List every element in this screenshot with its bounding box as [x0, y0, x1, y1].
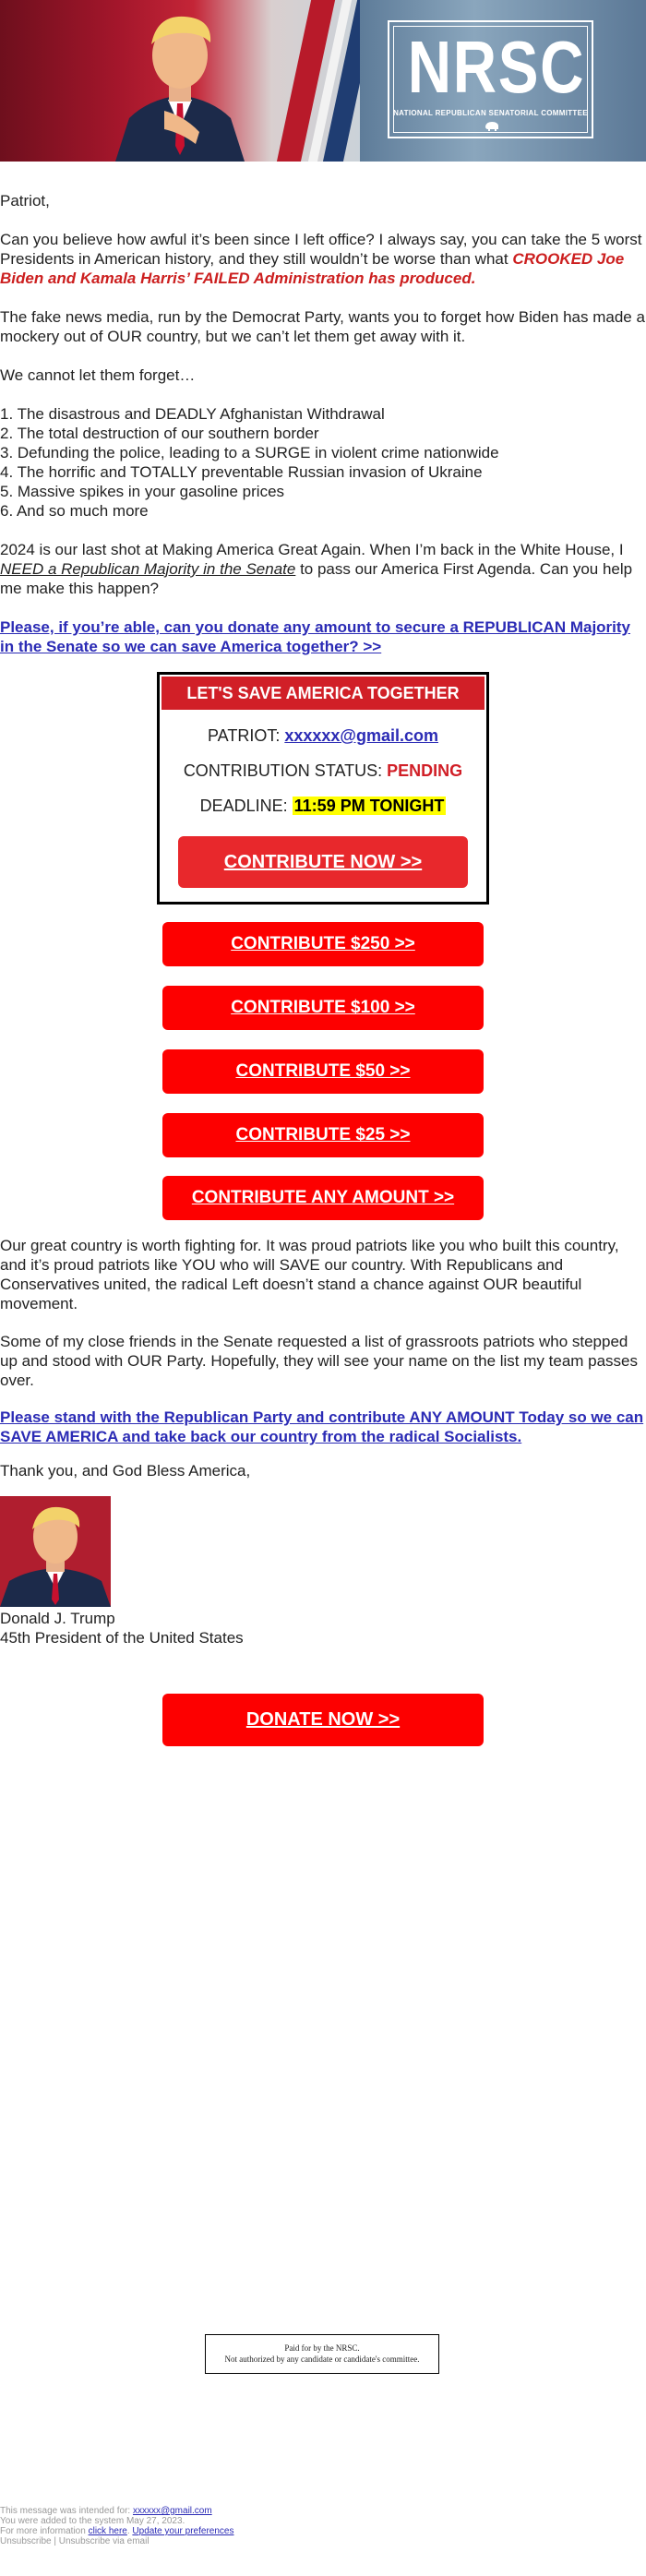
patriot-label: PATRIOT:	[208, 726, 285, 745]
header-banner	[0, 0, 646, 162]
deadline-row	[160, 797, 486, 816]
list-item: 1. The disastrous and DEADLY Afghanistan Withdrawal	[0, 405, 385, 423]
list-item: 4. The horrific and TOTALLY preventable Russian invasion of Ukraine	[0, 463, 483, 481]
footer-intended	[0, 2506, 646, 2516]
paragraph-1-text: Can you believe how awful it’s been since I left office? I always say, you can take the 5 worst Presidents in American history, and they still wouldn’t be worse than what	[0, 231, 642, 268]
list-item: 5. Massive spikes in your gasoline prices	[0, 483, 285, 500]
footer-email-link[interactable]: xxxxxx@gmail.com	[132, 2506, 212, 2516]
signature-name: Donald J. Trump	[0, 1610, 115, 1627]
footer-separator: .	[126, 2526, 133, 2536]
patriot-row	[160, 726, 486, 746]
pledge-header: LET'S SAVE AMERICA TOGETHER	[162, 677, 484, 710]
status-label: CONTRIBUTION STATUS:	[183, 761, 388, 780]
footer	[0, 2506, 646, 2546]
paragraph-4-emphasis: NEED a Republican Majority in the Senate	[0, 560, 296, 578]
click-here-link[interactable]: click here	[88, 2526, 127, 2536]
contribute-50-button[interactable]: CONTRIBUTE $50 >>	[162, 1049, 484, 1094]
portrait-image	[111, 7, 249, 162]
contribute-100-button[interactable]: CONTRIBUTE $100 >>	[162, 986, 484, 1030]
contribute-now-button[interactable]: CONTRIBUTE NOW >>	[178, 836, 468, 888]
paragraph-4	[0, 540, 646, 598]
contribute-any-amount-button[interactable]: CONTRIBUTE ANY AMOUNT >>	[162, 1176, 484, 1220]
signoff: Thank you, and God Bless America,	[0, 1462, 251, 1480]
list-item: 6. And so much more	[0, 502, 149, 520]
paragraph-5: Our great country is worth fighting for. It was proud patriots like you who built this country, and it’s proud patriots like YOU who will SAVE our country. With Republicans and Conservatives united, the radical Left doesn’t stand a chance against OUR beautiful movement.	[0, 1237, 619, 1312]
donate-link-2-wrap	[0, 1408, 646, 1446]
donate-link-1[interactable]: Please, if you’re able, can you donate any amount to secure a REPUBLICAN Majority in the Senate so we can save America together? >>	[0, 618, 631, 655]
unsubscribe-links[interactable]: Unsubscribe | Unsubscribe via email	[0, 2536, 150, 2546]
deadline-label: DEADLINE:	[199, 797, 293, 815]
elephant-icon	[484, 121, 499, 132]
logo-subtitle: NATIONAL REPUBLICAN SENATORIAL COMMITTEE	[393, 109, 588, 117]
paragraph-4-text: 2024 is our last shot at Making America Great Again. When I’m back in the White House, I	[0, 541, 624, 558]
paragraph-2: The fake news media, run by the Democrat Party, wants you to forget how Biden has made a mockery out of OUR country, but we can’t let them get away with it.	[0, 308, 645, 345]
list-item: 2. The total destruction of our southern border	[0, 425, 319, 442]
donate-now-button[interactable]: DONATE NOW >>	[162, 1694, 484, 1746]
footer-intended-label: This message was intended for:	[0, 2506, 133, 2516]
status-badge: PENDING	[387, 761, 463, 780]
pledge-box	[157, 672, 489, 905]
donate-link-1-wrap	[0, 617, 646, 656]
footer-info-label: For more information	[0, 2526, 89, 2536]
contribute-25-button[interactable]: CONTRIBUTE $25 >>	[162, 1113, 484, 1157]
logo-text: NRSC	[407, 26, 586, 108]
update-preferences-link[interactable]: Update your preferences	[132, 2526, 234, 2536]
signature-title: 45th President of the United States	[0, 1629, 244, 1647]
paragraph-1	[0, 230, 646, 288]
signature-photo	[0, 1496, 111, 1607]
footer-info	[0, 2526, 646, 2536]
paragraph-1-emphasis: CROOKED Joe Biden and Kamala Harris’ FAILED Administration has produced.	[0, 250, 625, 287]
paid-for-disclaimer	[205, 2334, 439, 2374]
deadline-value: 11:59 PM TONIGHT	[293, 797, 445, 815]
issue-list	[0, 404, 646, 521]
donate-link-2[interactable]: Please stand with the Republican Party and contribute ANY AMOUNT Today so we can SAVE AMERICA and take back our country from the radical Socialists.	[0, 1408, 644, 1445]
footer-added: You were added to the system May 27, 2023.	[0, 2516, 185, 2526]
nrsc-logo	[388, 20, 593, 138]
paragraph-4-after: to pass our America First Agenda. Can you help me make this happen?	[0, 560, 633, 597]
contribute-250-button[interactable]: CONTRIBUTE $250 >>	[162, 922, 484, 966]
paragraph-6: Some of my close friends in the Senate requested a list of grassroots patriots who stepped up and stood with OUR Party. Hopefully, they will see your name on the list my team passes over.	[0, 1333, 639, 1389]
disclaimer-line-1: Paid for by the NRSC.	[284, 2343, 360, 2353]
list-item: 3. Defunding the police, leading to a SURGE in violent crime nationwide	[0, 444, 499, 461]
paragraph-3: We cannot let them forget…	[0, 366, 196, 384]
disclaimer-line-2: Not authorized by any candidate or candidate's committee.	[224, 2354, 420, 2364]
patriot-email-link[interactable]: xxxxxx@gmail.com	[284, 726, 438, 745]
status-row	[160, 761, 486, 781]
greeting: Patriot,	[0, 192, 50, 210]
